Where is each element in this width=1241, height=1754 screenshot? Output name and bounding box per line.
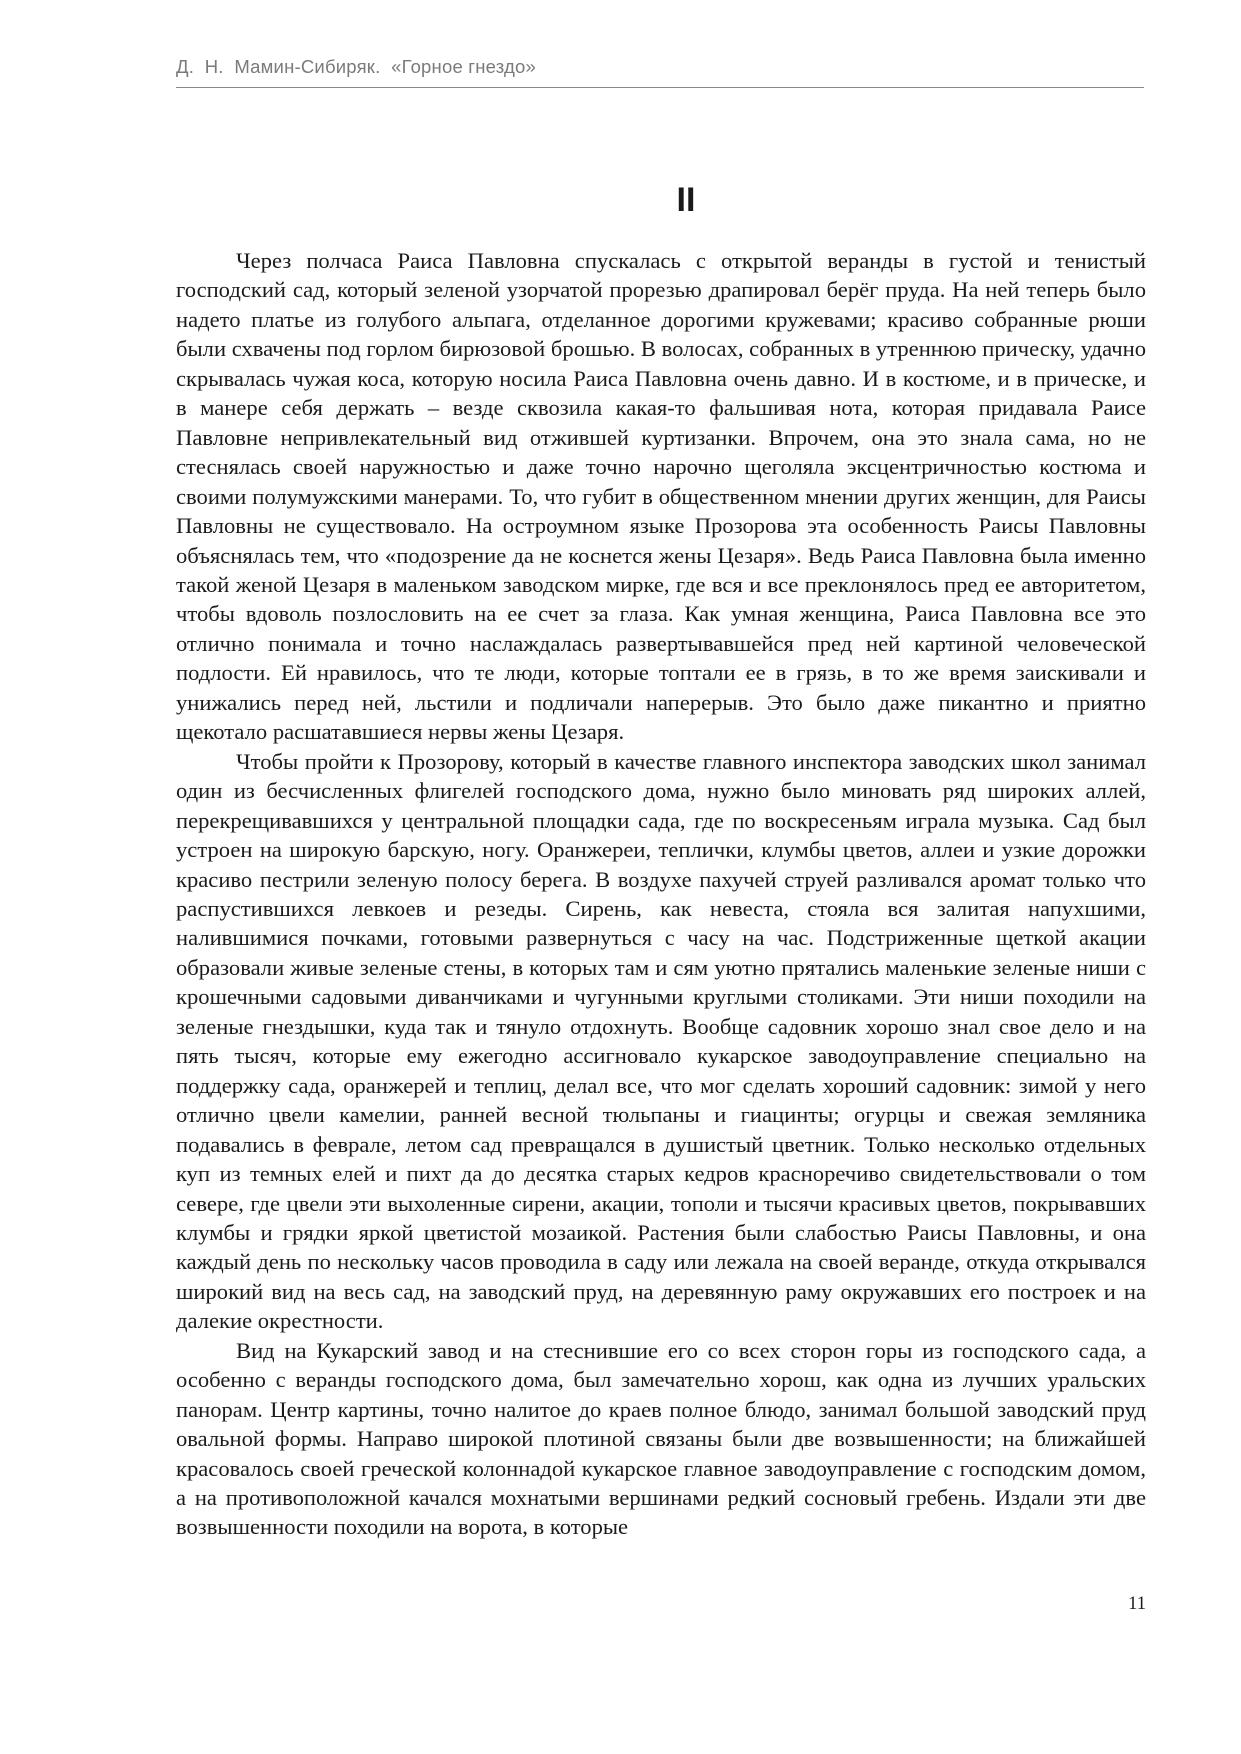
paragraph-1: Через полчаса Раиса Павловна спускалась с открытой веранды в густой и тенистый господский сад, который зеленой узорчатой прорезью драпировал берёг пруда. На ней теперь было надето платье из голубого альпага, отделанное дорогими кружевами; красиво собранные рюши были схвачены под горлом бирюзовой брошью. В волосах, собранных в утреннюю прическу, удачно скрывалась чужая коса, которую носила Раиса Павловна очень давно. И в костюме, и в прическе, и в манере себя держать – везде сквозила какая-то фальшивая нота, которая придавала Раисе Павловне непривлекательный вид отжившей куртизанки. Впрочем, она это знала сама, но не стеснялась своей наружностью и даже точно нарочно щеголяла эксцентричностью костюма и своими полумужскими манерами. То, что губит в общественном мнении других женщин, для Раисы Павловны не существовало. На остроумном языке Прозорова эта особенность Раисы Павловны объяснялась тем, что «подозрение да не коснется жены Цезаря». Ведь Раиса Павловна была именно такой женой Цезаря в маленьком заводском мирке, где вся и все преклонялось пред ее авторитетом, чтобы вдоволь позлословить на ее счет за глаза. Как умная женщина, Раиса Павловна все это отлично понимала и точно наслаждалась развертывавшейся пред ней картиной человеческой подлости. Ей нравилось, что те люди, которые топтали ее в грязь, в то же время заискивали и унижались перед ней, льстили и подличали наперерыв. Это было даже пикантно и приятно щекотало расшатавшиеся нервы жены Цезаря. (176, 248, 1146, 745)
paragraph-2: Чтобы пройти к Прозорову, который в качестве главного инспектора заводских школ занимал один из бесчисленных флигелей господского дома, нужно было миновать ряд широких аллей, перекрещивавшихся у центральной площадки сада, где по воскресеньям играла музыка. Сад был устроен на широкую барскую, ногу. Оранжереи, теплички, клумбы цветов, аллеи и узкие дорожки красиво пестрили зеленую полосу берега. В воздухе пахучей струей разливался аромат только что распустившихся левкоев и резеды. Сирень, как невеста, стояла вся залитая напухшими, налившимися почками, готовыми развернуться с часу на час. Подстриженные щеткой акации образовали живые зеленые стены, в которых там и сям уютно прятались маленькие зеленые ниши с крошечными садовыми диванчиками и чугунными круглыми столиками. Эти ниши походили на зеленые гнездышки, куда так и тянуло отдохнуть. Вообще садовник хорошо знал свое дело и на пять тысяч, которые ему ежегодно ассигновало кукарское заводоуправление специально на поддержку сада, оранжерей и теплиц, делал все, что мог сделать хороший садовник: зимой у него отлично цвели камелии, ранней весной тюльпаны и гиацинты; огурцы и свежая земляника подавались в феврале, летом сад превращался в душистый цветник. Только несколько отдельных куп из темных елей и пихт да до десятка старых кедров красноречиво свидетельствовали о том севере, где цвели эти выхоленные сирени, акации, тополи и тысячи красивых цветов, покрывавших клумбы и грядки яркой цветистой мозаикой. Растения были слабостью Раисы Павловны, и она каждый день по нескольку часов проводила в саду или лежала на своей веранде, откуда открывался широкий вид на весь сад, на заводский пруд, на деревянную раму окружавших его построек и на далекие окрестности. (176, 748, 1146, 1334)
header-rule (176, 87, 1144, 88)
chapter-number: II (676, 181, 696, 219)
chapter-body (176, 246, 1146, 1542)
page-number: 11 (1128, 1594, 1146, 1614)
running-header: Д. Н. Мамин-Сибиряк. «Горное гнездо» (176, 56, 536, 77)
paragraph-3: Вид на Кукарский завод и на стеснившие его со всех сторон горы из господского сада, а особенно с веранды господского дома, был замечательно хорош, как одна из лучших уральских панорам. Центр картины, точно налитое до краев полное блюдо, занимал большой заводский пруд овальной формы. Направо широкой плотиной связаны были две возвышенности; на ближайшей красовалось своей греческой колоннадой кукарское главное заводоуправление с господским домом, а на противоположной качался мохнатыми вершинами редкий сосновый гребень. Издали эти две возвышенности походили на ворота, в которые (176, 1337, 1146, 1540)
